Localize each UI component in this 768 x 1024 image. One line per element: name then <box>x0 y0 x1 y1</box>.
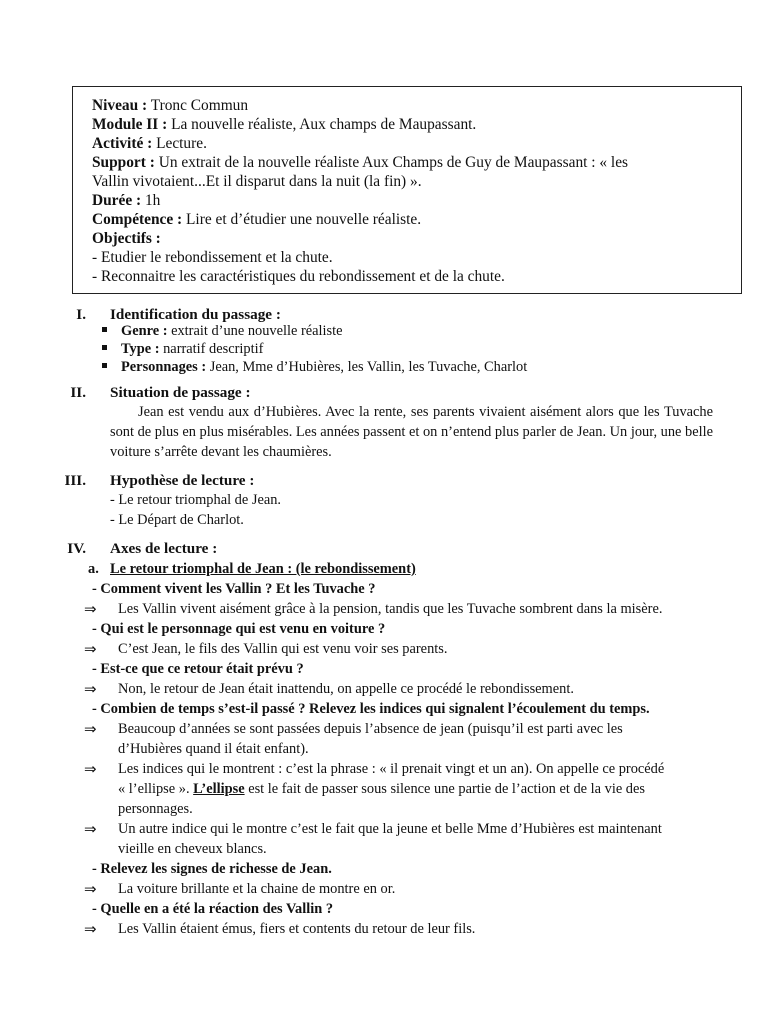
objectif-1: - Etudier le rebondissement et la chute. <box>92 249 333 266</box>
support-line: Support : Un extrait de la nouvelle réaliste Aux Champs de Guy de Maupassant : « les <box>92 154 629 171</box>
answer-1: ⇒ Les Vallin vivent aisément grâce à la pension, tandis que les Tuvache sombrent dans la misère. <box>84 600 663 618</box>
competence-line: Compétence : Lire et d’étudier une nouvelle réaliste. <box>92 211 422 228</box>
question-3: - Est-ce que ce retour était prévu ? <box>92 661 304 677</box>
answer-3: ⇒ Non, le retour de Jean était inattendu, on appelle ce procédé le rebondissement. <box>84 680 574 698</box>
question-4: - Combien de temps s’est-il passé ? Relevez les indices qui signalent l’écoulement du temps. <box>92 701 650 717</box>
answer-4: ⇒ Beaucoup d’années se sont passées depuis l’absence de jean (puisqu’il est parti avec les d’Hubières quand il était enfant). <box>84 720 623 757</box>
implies-arrow-icon: ⇒ <box>84 760 97 778</box>
implies-arrow-icon: ⇒ <box>84 640 97 658</box>
niveau-line: Niveau : Tronc Commun <box>92 97 249 114</box>
hypothese-list <box>110 490 281 530</box>
answer-6: ⇒ Un autre indice qui le montre c’est le fait que la jeune et belle Mme d’Hubières est maintenant vieille en cheveux blancs. <box>84 820 662 857</box>
bullet-square-icon <box>102 363 107 368</box>
activite-line: Activité : Lecture. <box>92 135 207 152</box>
section-3-title: Hypothèse de lecture : <box>110 472 255 489</box>
section-1-bullets <box>102 322 527 376</box>
section-1-numeral: I. <box>76 306 86 323</box>
implies-arrow-icon: ⇒ <box>84 600 97 618</box>
section-4-title: Axes de lecture : <box>110 540 218 557</box>
subsection-a-heading <box>0 559 768 579</box>
bullet-type: Type : narratif descriptif <box>102 340 527 358</box>
subsection-a-title: Le retour triomphal de Jean : (le rebondissement) <box>110 561 416 577</box>
section-2-heading <box>0 383 768 403</box>
bullet-personnages: Personnages : Jean, Mme d’Hubières, les Vallin, les Tuvache, Charlot <box>102 358 527 376</box>
implies-arrow-icon: ⇒ <box>84 820 97 838</box>
question-6: - Quelle en a été la réaction des Vallin ? <box>92 901 334 917</box>
objectif-2: - Reconnaitre les caractéristiques du rebondissement et de la chute. <box>92 268 505 285</box>
bullet-square-icon <box>102 345 107 350</box>
implies-arrow-icon: ⇒ <box>84 720 97 738</box>
bullet-square-icon <box>102 327 107 332</box>
question-1: - Comment vivent les Vallin ? Et les Tuvache ? <box>92 581 376 597</box>
support-line-2: Vallin vivotaient...Et il disparut dans la nuit (la fin) ». <box>92 173 422 190</box>
section-3-numeral: III. <box>64 472 86 489</box>
header-info-box <box>72 86 742 294</box>
section-2-title: Situation de passage : <box>110 384 251 401</box>
section-3-heading <box>0 471 768 491</box>
objectifs-label: Objectifs : <box>92 230 161 247</box>
implies-arrow-icon: ⇒ <box>84 880 97 898</box>
module-line: Module II : La nouvelle réaliste, Aux champs de Maupassant. <box>92 116 477 133</box>
question-2: - Qui est le personnage qui est venu en voiture ? <box>92 621 386 637</box>
answer-8: ⇒ Les Vallin étaient émus, fiers et contents du retour de leur fils. <box>84 920 476 938</box>
section-1-title: Identification du passage : <box>110 306 281 323</box>
section-2-numeral: II. <box>70 384 86 401</box>
section-4-numeral: IV. <box>67 540 86 557</box>
question-5: - Relevez les signes de richesse de Jean. <box>92 861 332 877</box>
answer-5: ⇒ Les indices qui le montrent : c’est la phrase : « il prenait vingt et un an). On appelle ce procédé « l’ellipse ». L’ellipse est le fait de passer sous silence une partie de l’action et de la vie des personnages. <box>84 760 665 817</box>
subsection-a-letter: a. <box>88 561 99 577</box>
axes-content <box>84 579 724 939</box>
answer-7: ⇒ La voiture brillante et la chaine de montre en or. <box>84 880 396 898</box>
implies-arrow-icon: ⇒ <box>84 680 97 698</box>
answer-2: ⇒ C’est Jean, le fils des Vallin qui est venu voir ses parents. <box>84 640 448 658</box>
ellipse-term: L’ellipse <box>193 781 245 797</box>
hypothese-item: - Le Départ de Charlot. <box>110 512 244 528</box>
implies-arrow-icon: ⇒ <box>84 920 97 938</box>
situation-paragraph: Jean est vendu aux d’Hubières. Avec la rente, ses parents vivaient aisément alors que les Tuvache sont de plus en plus misérables. Les années passent et on n’entend plus parler de Jean. Un jour, une belle voiture s’arrête devant les chaumières. <box>110 404 713 460</box>
duree-line: Durée : 1h <box>92 192 161 209</box>
hypothese-item: - Le retour triomphal de Jean. <box>110 492 282 508</box>
bullet-genre: Genre : extrait d’une nouvelle réaliste <box>102 322 527 340</box>
section-4-heading <box>0 539 768 559</box>
